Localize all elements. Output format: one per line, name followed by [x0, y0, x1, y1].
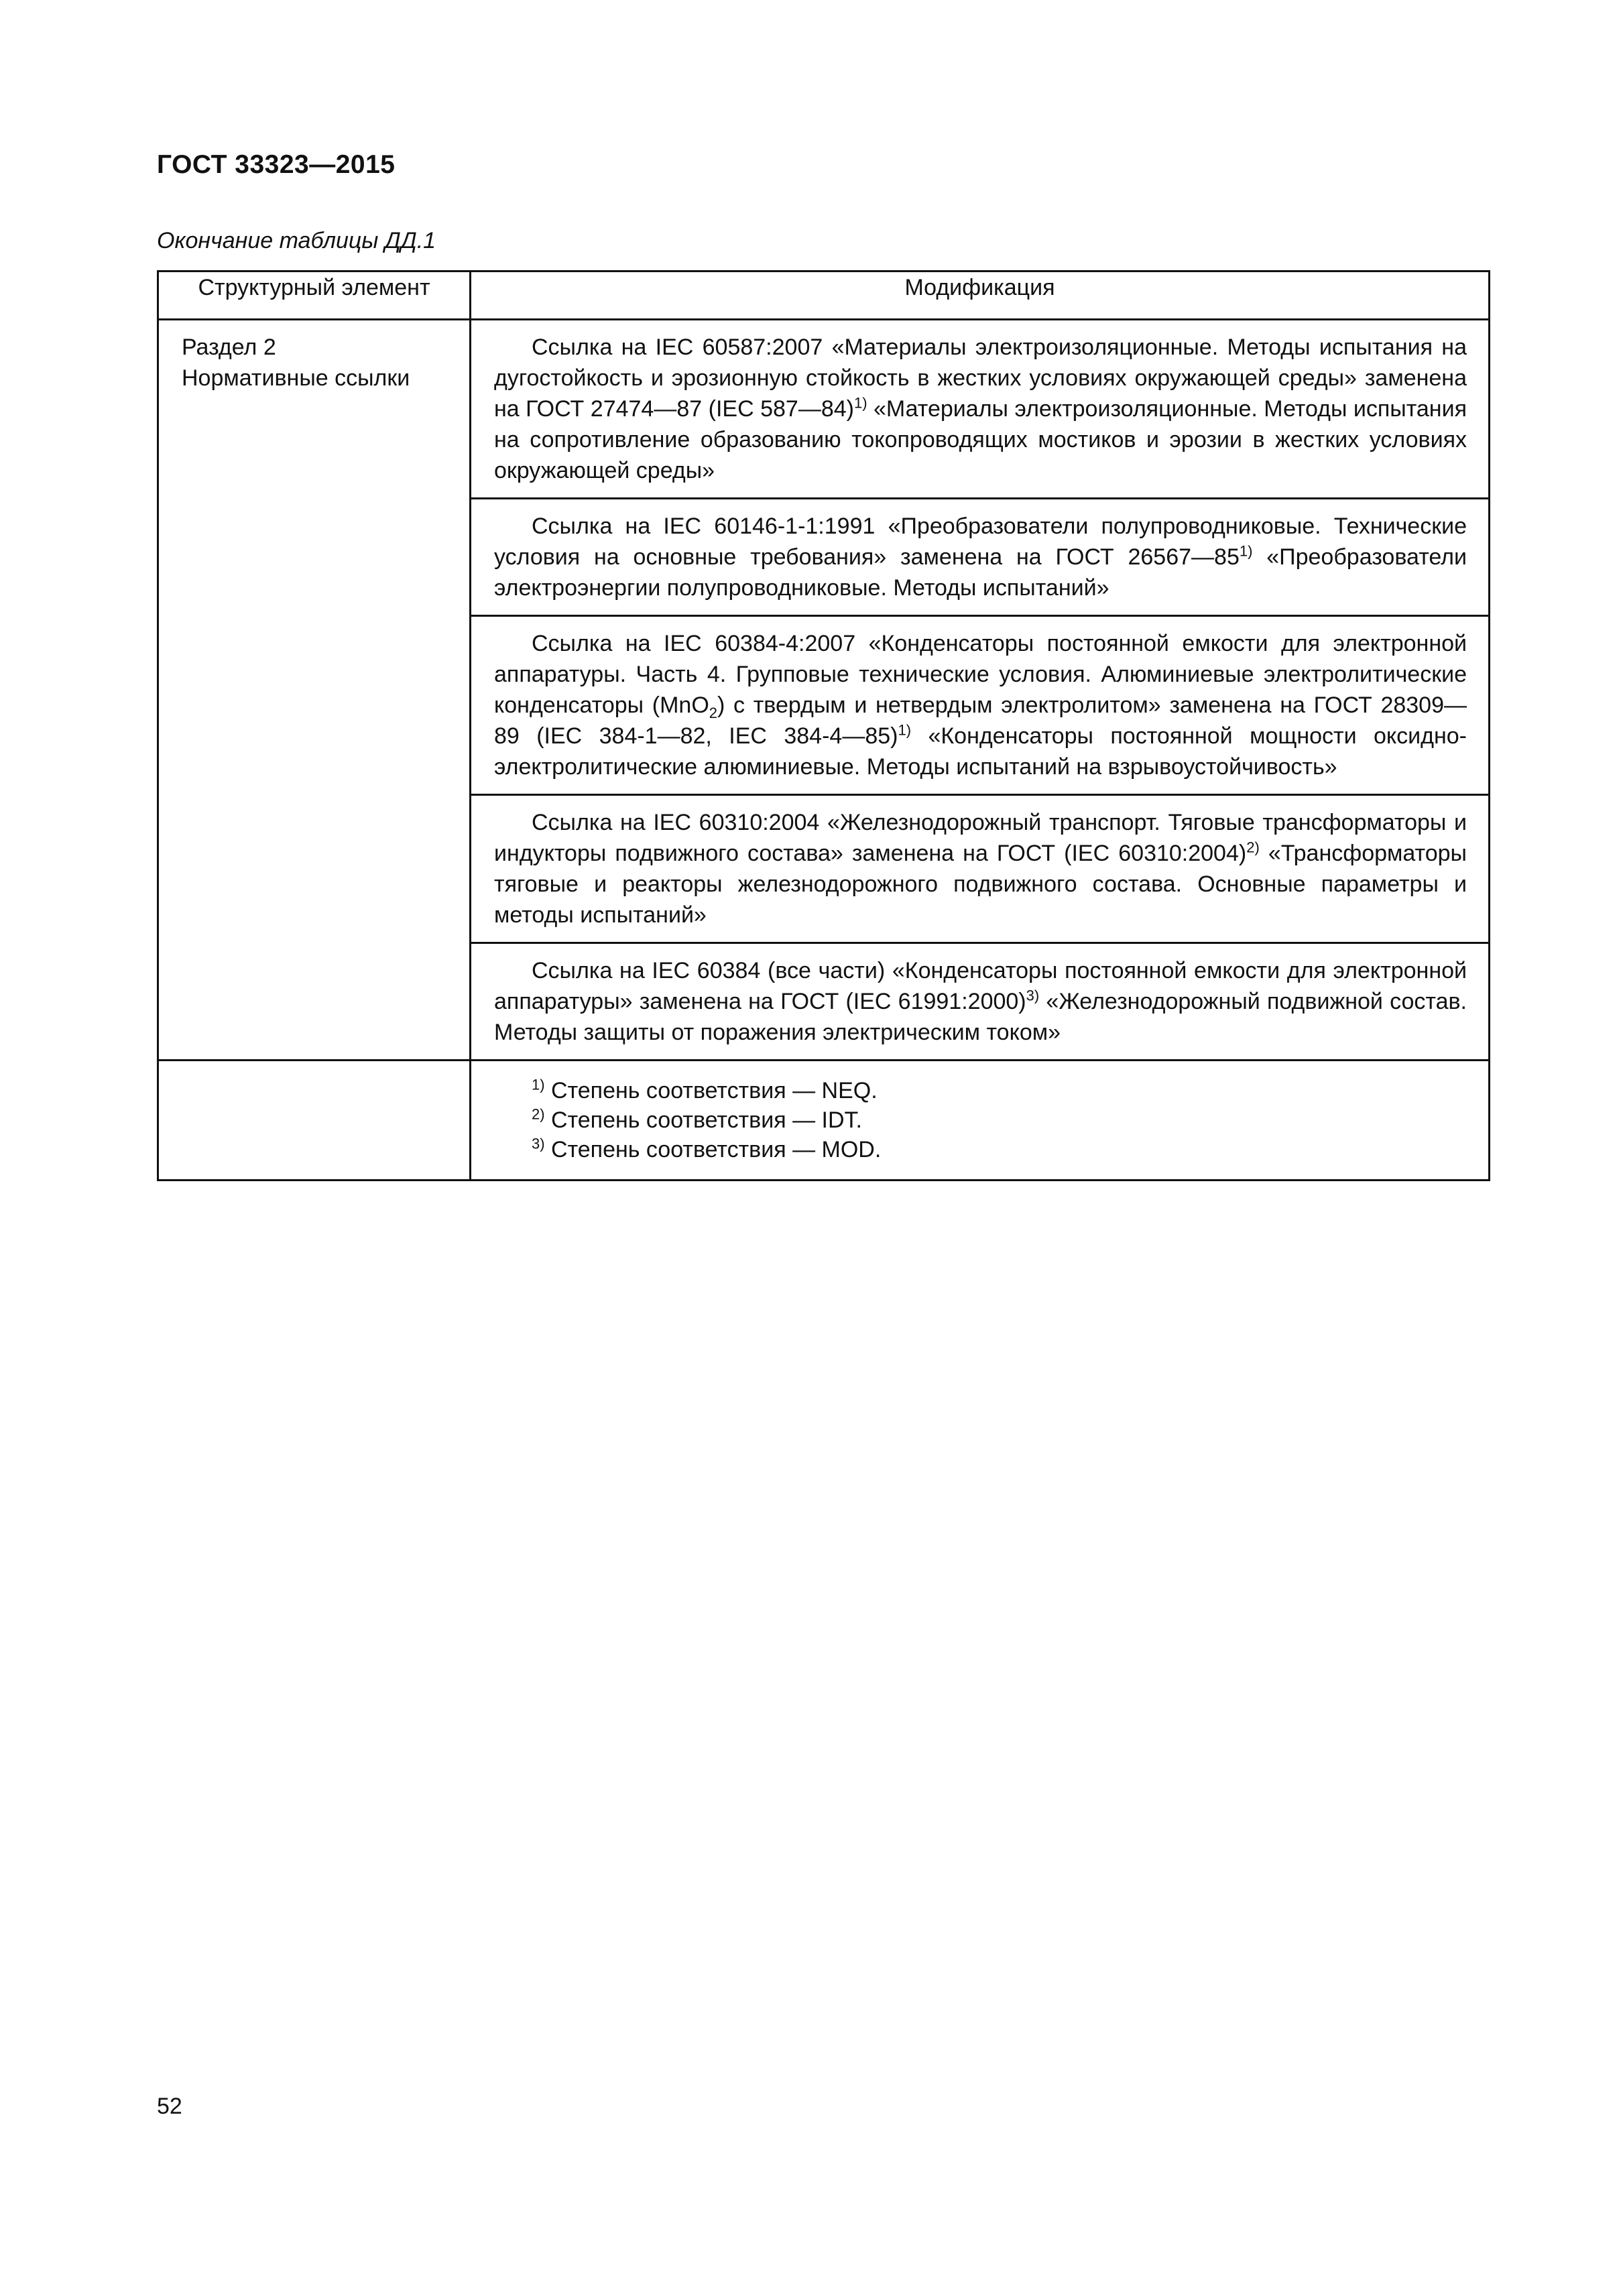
footnote-mark: 2) — [532, 1105, 545, 1123]
document-code: ГОСТ 33323—2015 — [157, 150, 396, 179]
footnote-ref: 2) — [1246, 839, 1260, 856]
modification-text — [494, 955, 1467, 1048]
footnote-ref: 3) — [1026, 987, 1040, 1004]
text-part: «Конденсаторы постоянной мощности оксидно-электролитические алюминиевые. Методы испытаний на взрывоустойчивость» — [494, 723, 1467, 780]
table-caption: Окончание таблицы ДД.1 — [157, 228, 436, 253]
section-cell — [158, 320, 471, 1061]
modification-cell — [471, 320, 1490, 499]
modification-text — [494, 628, 1467, 782]
text-part: Ссылка на IEC 60146-1-1:1991 «Преобразователи полупроводниковые. Технические условия на основные требования» заменена на ГОСТ 26567—85 — [494, 513, 1467, 570]
modification-text — [494, 807, 1467, 930]
table-header-row — [158, 271, 1490, 320]
modification-text — [494, 332, 1467, 486]
table-row — [158, 320, 1490, 499]
text-part: Ссылка на IEC 60384 (все части) «Конденсаторы постоянной емкости для электронной аппаратуры» заменена на ГОСТ (IEC 61991:2000) — [494, 958, 1467, 1014]
text-part: «Железнодорожный подвижной состав. Методы защиты от поражения электрическим током» — [494, 989, 1467, 1045]
text-part: «Преобразователи электроэнергии полупроводниковые. Методы испытаний» — [494, 544, 1467, 601]
footnote-ref: 1) — [898, 721, 912, 739]
modification-cell — [471, 499, 1490, 616]
footnote-text: Степень соответствия — MOD. — [544, 1137, 882, 1162]
footnote-ref: 1) — [1239, 542, 1253, 560]
column-header-modification: Модификация — [471, 271, 1490, 320]
footnote — [494, 1135, 1467, 1164]
text-part: Ссылка на IEC 60587:2007 «Материалы электроизоляционные. Методы испытания на дугостойкость и эрозионную стойкость в жестких условиях окружающей среды» заменена на ГОСТ 27474—87 (IEC 587—84) — [494, 335, 1467, 422]
text-part: Ссылка на IEC 60384-4:2007 «Конденсаторы постоянной емкости для электронной аппаратуры. Часть 4. Групповые технические условия. Алюминиевые электролитические конденсаторы (MnO — [494, 631, 1467, 718]
section-title: Нормативные ссылки — [182, 365, 410, 391]
text-part: Ссылка на IEC 60310:2004 «Железнодорожный транспорт. Тяговые трансформаторы и индукторы подвижного состава» заменена на ГОСТ (IEC 60310:2004) — [494, 810, 1467, 866]
modification-cell — [471, 943, 1490, 1061]
column-header-structural-element: Структурный элемент — [158, 271, 471, 320]
footnotes-cell — [471, 1061, 1490, 1181]
text-part: «Трансформаторы тяговые и реакторы железнодорожного подвижного состава. Основные параметры и методы испытаний» — [494, 841, 1467, 928]
footnote-text: Степень соответствия — IDT. — [544, 1107, 862, 1133]
modification-text — [494, 511, 1467, 603]
footnote — [494, 1105, 1467, 1135]
footnote-mark: 1) — [532, 1076, 545, 1093]
page-number: 52 — [157, 2094, 182, 2119]
footnote-ref: 1) — [853, 394, 867, 412]
empty-cell — [158, 1061, 471, 1181]
footnote — [494, 1076, 1467, 1105]
footnote-mark: 3) — [532, 1135, 545, 1152]
modification-table — [157, 270, 1490, 1181]
chemical-subscript: 2 — [709, 704, 718, 721]
footnote-text: Степень соответствия — NEQ. — [544, 1078, 878, 1103]
text-part: ) с твердым и нетвердым электролитом» заменена на ГОСТ 28309—89 (IEC 384-1—82, IEC 384-4—85) — [494, 692, 1467, 749]
footnotes-row — [158, 1061, 1490, 1181]
text-part: «Материалы электроизоляционные. Методы испытания на сопротивление образованию токопроводящих мостиков и эрозии в жестких условиях окружающей среды» — [494, 396, 1467, 483]
modification-cell — [471, 616, 1490, 795]
section-number: Раздел 2 — [182, 335, 276, 360]
modification-cell — [471, 795, 1490, 943]
